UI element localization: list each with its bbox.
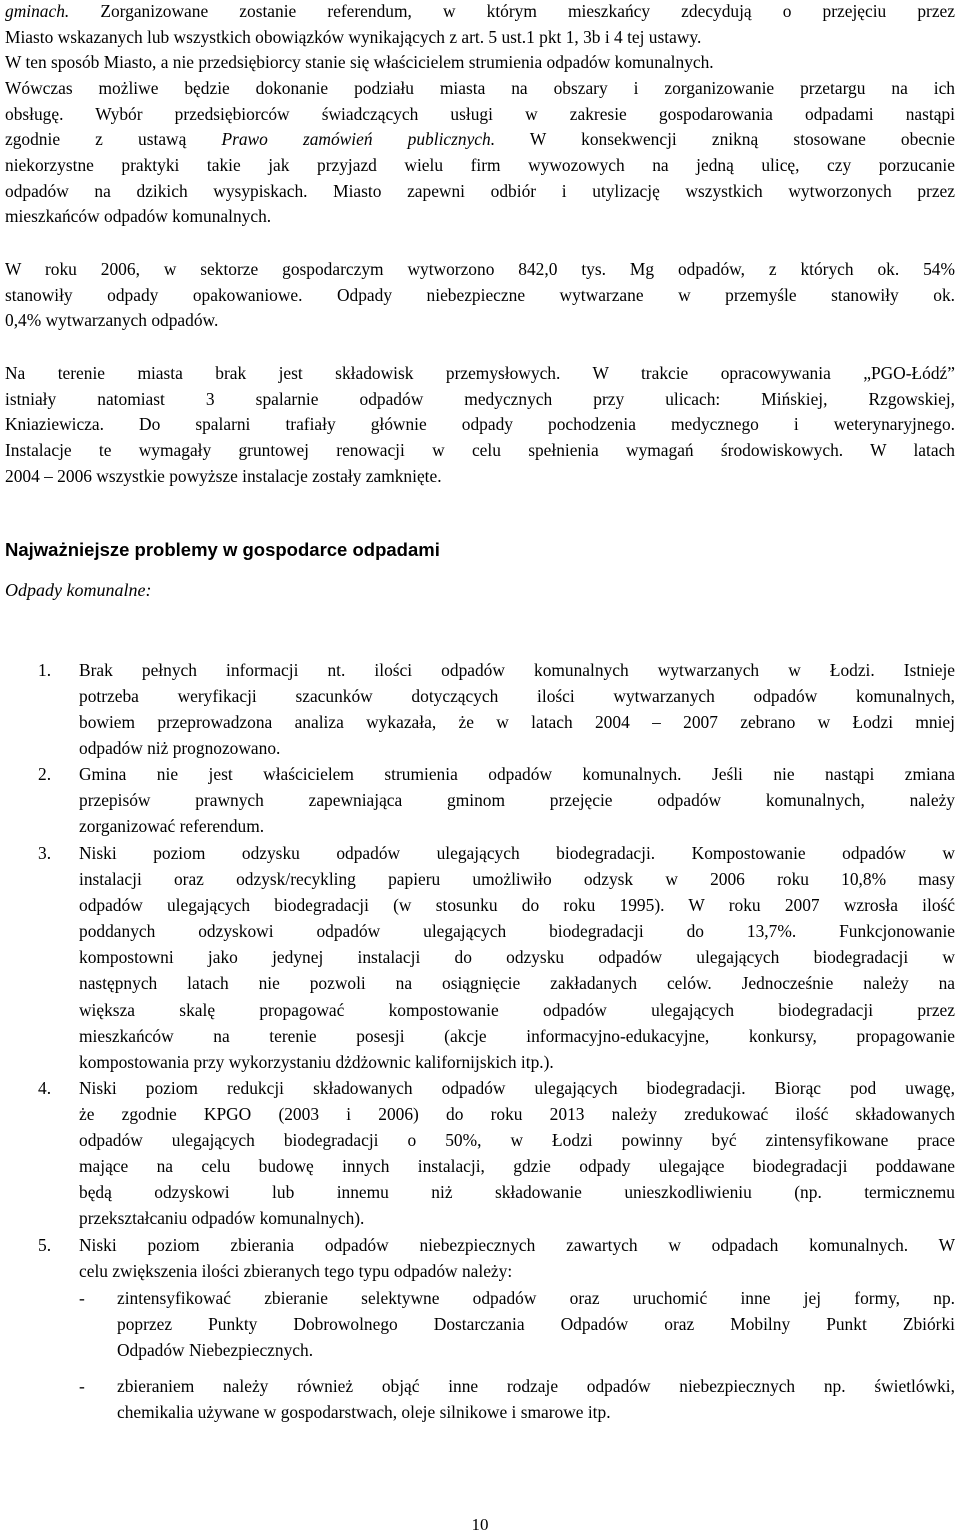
intro-line: W ten sposób Miasto, a nie przedsiębiorcy stanie się właścicielem strumienia odpadów komunalnych.: [5, 52, 714, 72]
list-item-number: 2.: [38, 764, 52, 784]
paragraph-line: istniały natomiast 3 spalarnie odpadów medycznych przy ulicach: Mińskiej, Rzgowskiej,: [5, 389, 955, 409]
sublist-item-line: Odpadów Niebezpiecznych.: [117, 1340, 314, 1360]
intro-line: gminach. Zorganizowane zostanie referendum, w którym mieszkańcy zdecydują o przejęciu przez: [5, 1, 955, 21]
list-item-number: 3.: [38, 843, 52, 863]
intro-line: zgodnie z ustawą Prawo zamówień publicznych. W konsekwencji znikną stosowane obecnie: [5, 129, 956, 149]
sublist-item-line: zbieraniem należy również objąć inne rodzaje odpadów niebezpiecznych np. świetlówki,: [117, 1376, 955, 1396]
list-item-line: odpadów ulegających biodegradacji o 50%, w Łodzi powinny być zintensyfikowane prace: [79, 1130, 955, 1150]
paragraph-line: 0,4% wytwarzanych odpadów.: [5, 310, 219, 330]
page-number: 10: [471, 1515, 489, 1534]
paragraph-line: Na terenie miasta brak jest składowisk przemysłowych. W trakcie opracowywania „PGO-Łódź”: [5, 363, 955, 383]
list-item-line: odpadów niż prognozowano.: [79, 738, 281, 758]
intro-line: odpadów na dzikich wysypiskach. Miasto zapewni odbiór i utylizację wszystkich wytworzonych przez: [5, 181, 955, 201]
paragraph-line: Instalacje te wymagały gruntowej renowacji w celu spełnienia wymagań środowiskowych. W latach: [5, 440, 955, 460]
list-item-line: instalacji oraz odzysk/recykling papieru umożliwiło odzysk w 2006 roku 10,8% masy: [79, 869, 955, 889]
list-item-line: Gmina nie jest właścicielem strumienia odpadów komunalnych. Jeśli nie nastąpi zmiana: [79, 764, 955, 784]
list-item-line: mające na celu budowę innych instalacji, gdzie odpady ulegające biodegradacji poddawane: [79, 1156, 955, 1176]
list-item-line: przekształcaniu odpadów komunalnych).: [79, 1208, 365, 1228]
dash-marker: -: [79, 1288, 85, 1308]
intro-line: Wówczas możliwe będzie dokonanie podziału miasta na obszary i zorganizowanie przetargu na ich: [5, 78, 955, 98]
paragraph-line: W roku 2006, w sektorze gospodarczym wytworzono 842,0 tys. Mg odpadów, z których ok. 54%: [5, 259, 955, 279]
list-item-number: 5.: [38, 1235, 52, 1255]
intro-line: Miasto wskazanych lub wszystkich obowiązków wynikających z art. 5 ust.1 pkt 1, 3b i 4 tej ustawy.: [5, 27, 702, 47]
list-item-line: Brak pełnych informacji nt. ilości odpadów komunalnych wytwarzanych w Łodzi. Istnieje: [79, 660, 955, 680]
section-heading: Najważniejsze problemy w gospodarce odpadami: [5, 539, 440, 560]
list-item-line: kompostowni jako jedynej instalacji do odzysku odpadów ulegających biodegradacji w: [79, 947, 955, 967]
sublist-item-line: chemikalia używane w gospodarstwach, oleje silnikowe i smarowe itp.: [117, 1402, 611, 1422]
list-item-line: będą odzyskowi lub innemu niż składowanie unieszkodliwieniu (np. termicznemu: [79, 1182, 955, 1202]
list-item-line: bowiem przeprowadzona analiza wykazała, że w latach 2004 – 2007 zebrano w Łodzi mniej: [79, 712, 955, 732]
list-item-line: przepisów prawnych zapewniająca gminom przejęcie odpadów komunalnych, należy: [79, 790, 955, 810]
intro-line: obsługę. Wybór przedsiębiorców świadczących usługi w zakresie gospodarowania odpadami nastąpi: [5, 104, 955, 124]
intro-line: mieszkańców odpadów komunalnych.: [5, 206, 272, 226]
list-item-line: większa skalę propagować kompostowanie odpadów ulegających biodegradacji przez: [79, 1000, 955, 1020]
paragraph-line: Kniaziewicza. Do spalarni trafiały głównie odpady pochodzenia medycznego i weterynaryjnego.: [5, 414, 955, 434]
list-item-line: następnych latach nie pozwoli na osiągnięcie zakładanych celów. Jednocześnie należy na: [79, 973, 955, 993]
paragraph-line: 2004 – 2006 wszystkie powyższe instalacje zostały zamknięte.: [5, 466, 442, 486]
intro-line: niekorzystne praktyki takie jak przyjazd wielu firm wywozowych na jedną ulicę, czy porzucanie: [5, 155, 955, 175]
list-item-number: 4.: [38, 1078, 52, 1098]
list-item-line: Niski poziom zbierania odpadów niebezpiecznych zawartych w odpadach komunalnych. W: [79, 1235, 955, 1255]
list-item-line: potrzeba weryfikacji szacunków dotyczących ilości wytwarzanych odpadów komunalnych,: [79, 686, 955, 706]
sublist-item-line: poprzez Punkty Dobrowolnego Dostarczania Odpadów oraz Mobilny Punkt Zbiórki: [117, 1314, 955, 1334]
subsection-heading: Odpady komunalne:: [5, 580, 152, 600]
dash-marker: -: [79, 1376, 85, 1396]
list-item-line: mieszkańców na terenie posesji (akcje informacyjno-edukacyjne, konkursy, propagowanie: [79, 1026, 955, 1046]
list-item-line: poddanych odzyskowi odpadów ulegających biodegradacji do 13,7%. Funkcjonowanie: [79, 921, 955, 941]
list-item-line: że zgodnie KPGO (2003 i 2006) do roku 2013 należy zredukować ilość składowanych: [79, 1104, 955, 1124]
list-item-line: odpadów ulegających biodegradacji (w stosunku do roku 1995). W roku 2007 wzrosła ilość: [79, 895, 955, 915]
list-item-line: celu zwiększenia ilości zbieranych tego typu odpadów należy:: [79, 1261, 513, 1281]
list-item-line: kompostowania przy wykorzystaniu dżdżownic kalifornijskich itp.).: [79, 1052, 554, 1072]
paragraph-line: stanowiły odpady opakowaniowe. Odpady niebezpieczne wytwarzane w przemyśle stanowiły ok.: [5, 285, 955, 305]
list-item-line: Niski poziom redukcji składowanych odpadów ulegających biodegradacji. Biorąc pod uwagę,: [79, 1078, 955, 1098]
sublist-item-line: zintensyfikować zbieranie selektywne odpadów oraz uruchomić inne jej formy, np.: [117, 1288, 955, 1308]
list-item-line: Niski poziom odzysku odpadów ulegających biodegradacji. Kompostowanie odpadów w: [79, 843, 955, 863]
list-item-number: 1.: [38, 660, 52, 680]
list-item-line: zorganizować referendum.: [79, 816, 265, 836]
